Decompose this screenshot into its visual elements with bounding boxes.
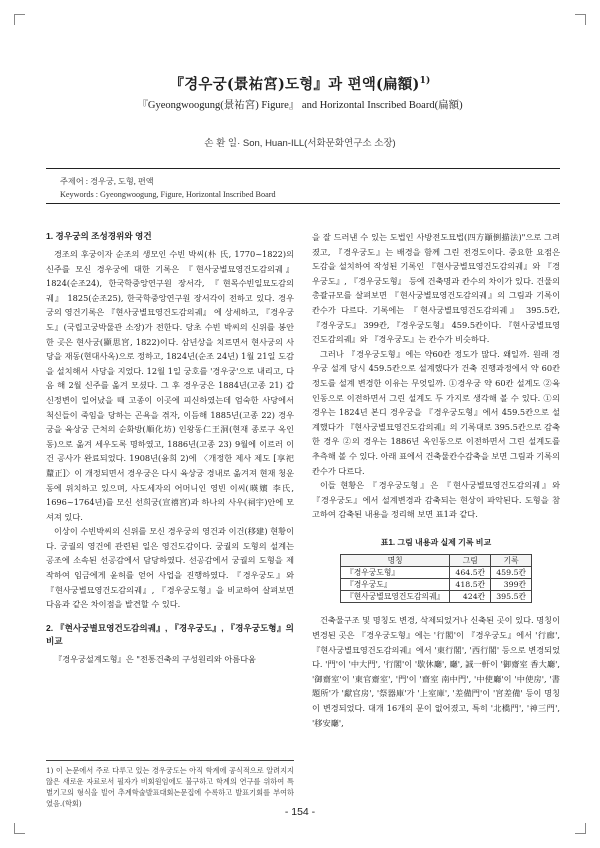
korean-keywords: 주제어 : 경우궁, 도형, 편액 [60,177,154,186]
table-header-record: 기록 [491,555,532,567]
crop-mark-bottom-left [14,823,25,834]
table-header-name: 명칭 [340,555,449,567]
footnote: 1) 이 논문에서 주로 다루고 있는 경우궁도는 아직 학계에 공식적으로 알려지지 않은 새로운 자료로서 필자가 비회원임에도 불구하고 학계의 연구를 위하여 특별기고의 형식을 빌어 추계학술발표대회논문집에 수록하고 발표기회를 부여하였음.(학회) [46,760,294,809]
right-paragraph-1: 을 잘 드러낸 수 있는 도법인 사방전도묘법(四方顚倒描法)"으로 그려졌고, 『경우궁도』는 배경을 함께 그린 전경도이다. 중요한 요점은 도감을 설치하여 작성된 기록인 『현사궁별묘영건도감의궤』와 『경우궁도』, 『경우궁도형』 등에 건축명과 칸수의 차이가 있다. 건물의 총괄규모를 살펴보면 『현사궁별묘영건도감의궤』의 그림과 기록이 칸수가 다르다. 기록에는 『현사궁별묘영건도감의궤』 395.5칸, 『경우궁도』 399칸, 『경우궁도형』 459.5칸이다. 『현사궁별묘영건도감의궤』와 『경우궁도』는 칸수가 비슷하다. [312,232,560,345]
crop-mark-bottom-right [575,823,586,834]
section-1-heading: 1. 경우궁의 조성경위와 영건 [46,231,152,241]
comparison-table [340,554,532,603]
table-row [340,591,531,603]
crop-mark-top-right [575,14,586,25]
table-cell: 424칸 [450,591,491,603]
section-1-paragraph-1: 경조의 후궁이자 순조의 생모인 수빈 박씨(朴 氏, 1770~1822)의 신주를 모신 경우궁에 대한 기록은 『현사궁별묘영건도감의궤』 1824(순조24), 한국학중앙연구원 장서각, 『현목수빈일묘도감의궤』 1825(순조25), 한국학중앙연구원 장서각이 전하고 있다. 경우궁의 영건기록은 『현사궁별묘영건도감의궤』 에 상세하고, 『경우궁도』(국립고궁박물관 소장)가 전한다. 당초 수빈 박씨의 신위를 봉안한 곳은 현사궁(顯思宮, 1822)이다. 삼년상을 치르면서 현사궁의 사당을 재동(현대사옥)으로 정하고, 1824년(순조 24년) 1월 21일 도감을 설치해서 사당을 지었다. 12월 1일 궁호를 '경우궁'으로 내리고, 다음 해 2월 신주를 옮겨 모셨다. 그 후 경우궁은 1884년(고종 21) 갑신정변이 일어났을 때 고종이 이곳에 피신하였는데 엄숙한 사당에서 척신들이 죽임을 당하는 곤욕을 겪자, 이듬해 1885년(고종 22) 경우궁을 육상궁 근처의 순화방(順化坊) 인왕동仁王洞(현재 종로구 옥인동)으로 옮겨 세우도록 명하였고, 1886년(고종 23) 9월에 이르러 이건 공사가 완료되었다. 1908년(융희 2)에 〈개정한 제사 제도 [享祀釐正]〉이 개정되면서 경우궁은 다시 육상궁 경내로 옮겨져 현재 청운동에 위치하고 있으며, 사도세자의 어머니인 영빈 이씨(暎嬪 李氏, 1696~1764년)를 모신 선희궁(宣禧宮)과 하나의 사우(祠宇)안에 모셔져 있다. [46,249,294,522]
section-1-paragraph-2: 이상이 수빈박씨의 신위를 모신 경우궁의 영건과 이건(移建) 현황이다. 궁궐의 영건에 관련된 일은 영건도감이다. 궁궐의 도형의 설계는 공조에 소속된 선공감에서 담당하였다. 선공감에서 궁궐의 도형을 제작하여 임금에게 윤허를 얻어 사업을 진행하였다. 『경우궁도』와 『현사궁별묘영건도감의궤』, 『경우궁도형』을 비교하여 살펴보면 다음과 같은 차이점을 발견할 수 있다. [46,526,294,610]
author-line: 손 환 일· Son, Huan-ILL(서화문화연구소 소장) [204,138,396,149]
left-column [46,230,294,666]
right-paragraph-2: 그러나 『경우궁도형』에는 약60칸 정도가 많다. 왜일까. 원래 경우궁 설계 당시 459.5칸으로 설계했다가 건축 진행과정에서 약 60칸 정도를 설계 변경한 이유는 무엇일까. ①경우궁 약 60칸 설계도 ②육인동으로 이전하면서 그린 설계도 두 가지로 생각해 볼 수 있다. ①의 경우는 1824년 본디 경우궁을 『경우궁도형』에서 459.5칸으로 설계했다가 『현사궁별묘영건도감의궤』의 기록대로 395.5칸으로 감축한 경우 ②의 경우는 1886년 옥인동으로 이전하면서 그린 설계도를 추측해 볼 수 있다. 아래 표에서 건축물칸수감축을 보면 그림과 기록의 칸수가 다르다. [312,348,560,476]
table-row [340,579,531,591]
title-footnote-mark: 1) [419,76,431,87]
table-header-drawing: 그림 [450,555,491,567]
table-cell: 395.5칸 [491,591,532,603]
keyword-box [46,168,560,204]
table-cell: 459.5칸 [491,567,532,579]
table-header-row [340,555,531,567]
crop-mark-top-left [14,14,25,25]
table-cell: 464.5칸 [450,567,491,579]
section-2-heading: 2. 『현사궁별묘영건도감의궤』, 『경우궁도』, 『경우궁도형』의 비교 [46,622,294,646]
title-text: 『경우궁(景祐宮)도형』과 편액(扁額) [169,76,420,93]
page-number: - 154 - [284,806,316,818]
table-cell: 418.5칸 [450,579,491,591]
table-cell: 399칸 [491,579,532,591]
section-2-paragraph-1: 『경우궁설계도형』은 "전통건축의 구성원리와 아름다움 [54,653,256,664]
table-cell: 『경우궁도형』 [340,567,449,579]
english-keywords: Keywords : Gyeongwoogung, Figure, Horizontal Inscribed Board [60,190,276,199]
table-caption: 표1. 그림 내용과 실제 기록 비교 [380,537,492,547]
table-cell: 『현사궁별묘영건도감의궤』 [340,591,449,603]
paper-subtitle: 『Gyeongwoogung(景祐宮) Figure』 and Horizontal Inscribed Board(扁額) [137,100,463,111]
table-cell: 『경우궁도』 [340,579,449,591]
paper-title [0,73,600,94]
right-paragraph-3: 이들 현황은 『경우궁도형』은 『현사궁별묘영건도감의궤』와 『경우궁도』에서 설계변경과 감축되는 현상이 파악된다. 도형을 참고하여 감축된 내용을 정리해 보면 표1과 같다. [312,480,560,520]
table-row [340,567,531,579]
right-paragraph-4: 건축물구조 및 명칭도 변경, 삭제되었거나 신축된 곳이 있다. 명칭이 변경된 곳은 『경우궁도형』에는 '行閣'이 『경우궁도』에서 '行廊', 『현사궁별묘영건도감의궤』에서 '東行閣', '西行閣' 등으로 변경되었다. '門'이 '中大門', '行閣'이 '歇休廳', 廳', 誠一軒이 '御齋室 香大廳', '御齋室'이 '東官齋室', '門'이 '齋室 南中門', '中使廳'이 '中使房', '書題所'가 '獻官房', '祭器庫'가 '上室庫', '差備門'이 '宮差備' 등이 명칭이 변경되었다. 대개 16개의 문이 없어졌고, 특히 '北橋門', '神三門', '移安廳', [312,615,560,728]
right-column [312,230,560,730]
